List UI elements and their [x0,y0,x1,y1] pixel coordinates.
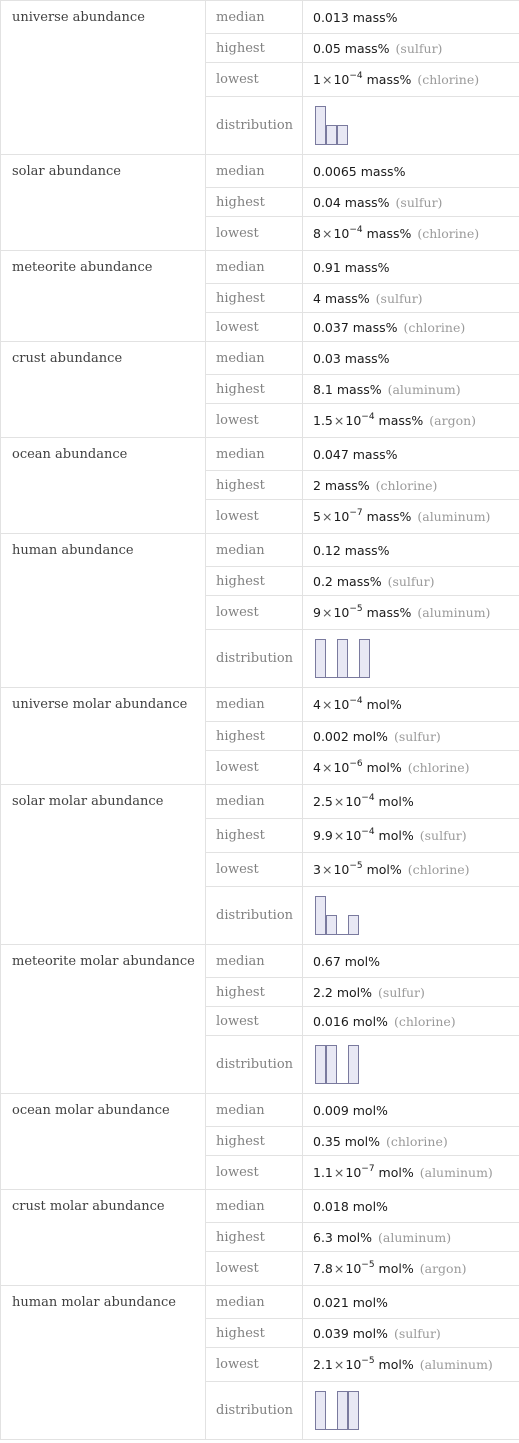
times-sign: × [333,794,345,809]
table-row [1,251,519,284]
element-note: (chlorine) [417,226,480,241]
element-note: (sulfur) [393,728,441,744]
distribution-histogram [313,639,372,679]
value-mantissa: 5 [313,509,321,524]
property-name: crust molar abundance [1,1190,206,1286]
stat-label: median [206,1286,303,1319]
power-base: 10 [333,226,350,241]
stat-label: highest [206,1223,303,1252]
distribution-histogram [313,1391,361,1431]
table-row [1,1094,519,1127]
value-text: 0.021 mol% [313,1294,388,1310]
value-unit: mol% [366,862,402,877]
stat-value [303,500,519,534]
times-sign: × [321,226,333,241]
value-text: 0.039 mol% [313,1325,388,1341]
table-row [1,1286,519,1319]
stat-label: median [206,342,303,375]
power-base: 10 [345,1357,362,1372]
histogram-bar [316,1391,326,1429]
element-note: (sulfur) [378,984,425,1000]
stat-label: distribution [206,887,303,945]
stat-label: median [206,1,303,34]
stat-label: distribution [206,1036,303,1094]
value-mantissa: 7.8 [313,1261,333,1276]
property-name: solar molar abundance [1,785,206,945]
stat-label: highest [206,722,303,751]
value-text: 0.037 mass% [313,319,398,335]
stat-label: highest [206,471,303,500]
property-name: ocean abundance [1,438,206,534]
distribution-histogram [313,896,361,936]
histogram-bar [316,896,326,934]
times-sign: × [321,509,333,524]
stat-value [303,688,519,722]
property-name: meteorite abundance [1,251,206,342]
element-note: (aluminum) [387,381,461,397]
element-note: (sulfur) [395,40,443,56]
element-note: (chlorine) [385,1133,448,1149]
stat-label: highest [206,567,303,596]
times-sign: × [333,828,345,843]
stat-label: lowest [206,1007,303,1036]
value-text: 0.2 mass% [313,573,382,589]
value-unit: mol% [378,1357,414,1372]
stat-label: highest [206,34,303,63]
stat-label: median [206,785,303,819]
distribution-cell [303,630,519,688]
stat-label: highest [206,375,303,404]
stat-value [303,1190,519,1223]
value-mantissa: 2.1 [313,1357,333,1372]
stat-label: distribution [206,1382,303,1440]
table-row [1,945,519,978]
value-text: 4 mass% [313,290,370,306]
property-name: solar abundance [1,155,206,251]
histogram-bar [349,1391,359,1429]
stat-label: lowest [206,313,303,342]
value-mantissa: 1.1 [313,1165,333,1180]
element-note: (chlorine) [407,862,470,877]
stat-label: median [206,1190,303,1223]
element-note: (sulfur) [395,194,443,210]
element-note: (aluminum) [378,1229,452,1245]
value-unit: mass% [366,509,412,524]
times-sign: × [321,72,333,87]
value-mantissa: 3 [313,862,321,877]
value-text: 0.67 mol% [313,953,380,969]
value-mantissa: 4 [313,760,321,775]
stat-label: lowest [206,751,303,785]
value-text: 0.91 mass% [313,259,390,275]
value-text: 0.03 mass% [313,350,390,366]
value-exponent: −4 [361,412,375,422]
stat-value [303,155,519,188]
value-text: 0.04 mass% [313,194,390,210]
table-row [1,1190,519,1223]
stat-value [303,819,519,853]
value-mantissa: 9.9 [313,828,333,843]
element-note: (sulfur) [387,573,435,589]
value-unit: mol% [366,760,402,775]
element-note: (chlorine) [393,1013,456,1029]
element-note: (chlorine) [417,72,480,87]
stat-value [303,853,519,887]
stat-value [303,1348,519,1382]
stat-value [303,217,519,251]
histogram-bar [360,639,370,677]
histogram-bar [349,1045,359,1083]
table-row [1,155,519,188]
value-unit: mol% [378,1165,414,1180]
stat-label: highest [206,284,303,313]
element-note: (chlorine) [375,477,438,493]
power-base: 10 [345,1165,362,1180]
value-mantissa: 1 [313,72,321,87]
value-text: 6.3 mol% [313,1229,373,1245]
stat-value [303,722,519,751]
property-name: human molar abundance [1,1286,206,1440]
value-text: 0.35 mol% [313,1133,380,1149]
histogram-bar [349,915,359,934]
abundance-table-body [1,1,519,1440]
stat-value [303,567,519,596]
distribution-histogram [313,1045,361,1085]
stat-value [303,313,519,342]
power-base: 10 [333,760,350,775]
stat-value [303,63,519,97]
stat-value [303,1127,519,1156]
stat-label: highest [206,819,303,853]
histogram-bar [316,639,326,677]
stat-label: highest [206,1319,303,1348]
value-text: 0.009 mol% [313,1102,388,1118]
stat-label: lowest [206,1156,303,1190]
element-note: (aluminum) [417,605,491,620]
power-base: 10 [345,413,362,428]
stat-value [303,1007,519,1036]
times-sign: × [333,413,345,428]
histogram-bar [327,915,337,934]
stat-value [303,342,519,375]
value-unit: mass% [366,72,412,87]
stat-label: lowest [206,500,303,534]
stat-value [303,596,519,630]
stat-value [303,1286,519,1319]
value-text: 2 mass% [313,477,370,493]
stat-label: lowest [206,404,303,438]
value-text: 0.013 mass% [313,9,398,25]
table-row [1,688,519,722]
value-exponent: −4 [349,696,363,706]
value-exponent: −5 [361,1260,375,1270]
value-exponent: −7 [361,1164,375,1174]
value-unit: mol% [378,1261,414,1276]
histogram-bar [338,1391,348,1429]
stat-value [303,375,519,404]
property-name: meteorite molar abundance [1,945,206,1094]
value-exponent: −4 [361,793,375,803]
stat-value [303,1,519,34]
power-base: 10 [333,862,350,877]
power-base: 10 [333,509,350,524]
element-note: (argon) [429,413,477,428]
stat-value [303,438,519,471]
value-text: 0.05 mass% [313,40,390,56]
stat-value [303,284,519,313]
value-mantissa: 8 [313,226,321,241]
stat-label: highest [206,1127,303,1156]
distribution-histogram [313,106,350,146]
element-note: (aluminum) [417,509,491,524]
stat-value [303,471,519,500]
stat-value [303,1252,519,1286]
stat-value [303,751,519,785]
power-base: 10 [345,794,362,809]
value-exponent: −5 [349,604,363,614]
stat-value [303,785,519,819]
value-text: 0.016 mol% [313,1013,388,1029]
value-text: 0.018 mol% [313,1198,388,1214]
value-exponent: −6 [349,759,363,769]
table-row [1,534,519,567]
stat-label: median [206,945,303,978]
distribution-cell [303,97,519,155]
element-note: (aluminum) [419,1357,493,1372]
power-base: 10 [345,1261,362,1276]
stat-label: distribution [206,630,303,688]
stat-label: highest [206,978,303,1007]
power-base: 10 [333,697,350,712]
times-sign: × [321,862,333,877]
distribution-cell [303,1382,519,1440]
value-unit: mol% [366,697,402,712]
times-sign: × [321,605,333,620]
histogram-bar [338,639,348,677]
value-exponent: −5 [349,861,363,871]
property-name: universe abundance [1,1,206,155]
stat-value [303,188,519,217]
stat-label: lowest [206,596,303,630]
value-mantissa: 9 [313,605,321,620]
value-mantissa: 4 [313,697,321,712]
table-row [1,785,519,819]
times-sign: × [321,697,333,712]
power-base: 10 [333,72,350,87]
stat-label: lowest [206,1252,303,1286]
table-row [1,1,519,34]
value-exponent: −5 [361,1356,375,1366]
stat-value [303,251,519,284]
property-name: ocean molar abundance [1,1094,206,1190]
stat-value [303,404,519,438]
stat-label: median [206,1094,303,1127]
table-row [1,438,519,471]
value-unit: mass% [366,226,412,241]
value-unit: mass% [366,605,412,620]
property-name: crust abundance [1,342,206,438]
stat-label: lowest [206,1348,303,1382]
stat-value [303,1223,519,1252]
stat-value [303,1094,519,1127]
value-text: 0.047 mass% [313,446,398,462]
times-sign: × [333,1165,345,1180]
value-exponent: −4 [349,225,363,235]
element-note: (chlorine) [403,319,466,335]
value-text: 0.0065 mass% [313,163,406,179]
value-unit: mol% [378,828,414,843]
histogram-bar [327,125,337,144]
value-exponent: −7 [349,508,363,518]
value-exponent: −4 [361,827,375,837]
histogram-bar [316,106,326,144]
stat-label: highest [206,188,303,217]
times-sign: × [321,760,333,775]
stat-value [303,978,519,1007]
times-sign: × [333,1357,345,1372]
stat-label: median [206,534,303,567]
table-row [1,342,519,375]
value-text: 8.1 mass% [313,381,382,397]
histogram-bar [338,125,348,144]
stat-value [303,1156,519,1190]
distribution-cell [303,887,519,945]
value-unit: mass% [378,413,424,428]
stat-value [303,534,519,567]
histogram-bar [327,1045,337,1083]
stat-label: median [206,438,303,471]
value-text: 0.12 mass% [313,542,390,558]
stat-value [303,1319,519,1348]
property-name: human abundance [1,534,206,688]
element-note: (sulfur) [375,290,423,306]
property-name: universe molar abundance [1,688,206,785]
histogram-bar [316,1045,326,1083]
element-note: (sulfur) [419,828,467,843]
stat-label: lowest [206,853,303,887]
value-mantissa: 2.5 [313,794,333,809]
element-note: (chlorine) [407,760,470,775]
stat-label: median [206,251,303,284]
stat-label: median [206,155,303,188]
distribution-cell [303,1036,519,1094]
stat-value [303,945,519,978]
stat-label: median [206,688,303,722]
value-unit: mol% [378,794,414,809]
power-base: 10 [345,828,362,843]
stat-label: distribution [206,97,303,155]
value-text: 2.2 mol% [313,984,373,1000]
times-sign: × [333,1261,345,1276]
value-exponent: −4 [349,71,363,81]
element-note: (aluminum) [419,1165,493,1180]
stat-label: lowest [206,63,303,97]
power-base: 10 [333,605,350,620]
stat-label: lowest [206,217,303,251]
element-note: (sulfur) [393,1325,441,1341]
value-text: 0.002 mol% [313,728,388,744]
value-mantissa: 1.5 [313,413,333,428]
element-note: (argon) [419,1261,467,1276]
stat-value [303,34,519,63]
